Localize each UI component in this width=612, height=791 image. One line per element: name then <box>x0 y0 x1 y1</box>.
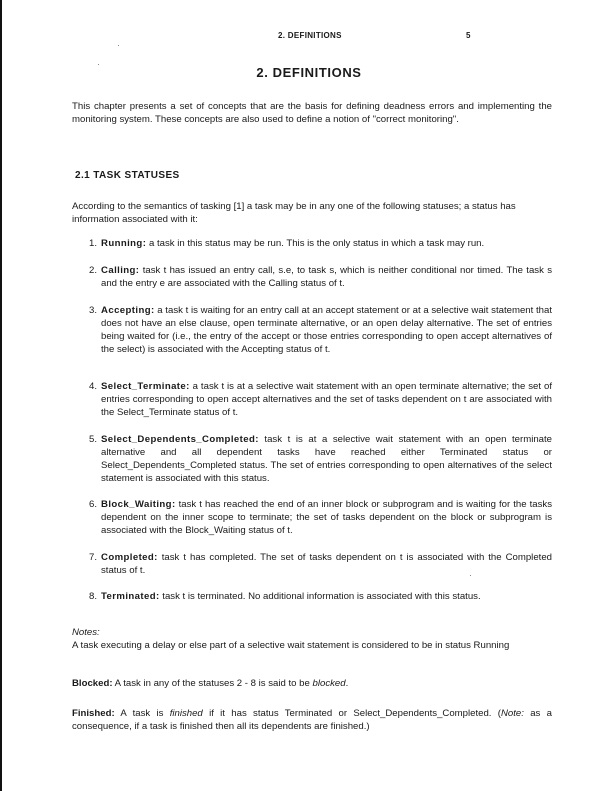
blocked-text: A task in any of the statuses 2 - 8 is said to be <box>112 678 313 689</box>
scan-speck <box>470 575 471 576</box>
blocked-term: Blocked: <box>72 678 113 689</box>
blocked-definition <box>72 677 552 690</box>
page-edge-border <box>0 0 2 791</box>
finished-term: Finished: <box>72 708 115 719</box>
item-number: 6. <box>89 499 98 510</box>
chapter-title: 2. DEFINITIONS <box>256 65 362 80</box>
item-number: 1. <box>89 238 98 249</box>
item-number: 2. <box>89 265 98 276</box>
status-description: a task in this status may be run. This is the only status in which a task may run. <box>146 238 485 249</box>
scan-speck <box>118 45 119 46</box>
status-description: task t is at a selective wait statement with an open terminate alternative and all dependent tasks have reached either Terminated status or Select_Dependents_Completed status. The set of entries corresponding to open alternatives of the select statement is associated with this status. <box>101 434 552 484</box>
status-item-select-dependents-completed <box>89 433 552 485</box>
status-term: Calling: <box>101 265 140 276</box>
finished-emphasis: finished <box>169 708 203 719</box>
notes-block <box>72 626 552 652</box>
item-number: 4. <box>89 381 98 392</box>
status-term: Completed: <box>101 552 158 563</box>
finished-text-end: as a consequence, if a task is finished then all its dependents are finished.) <box>72 708 552 732</box>
page-number: 5 <box>466 31 471 40</box>
section-heading: 2.1 TASK STATUSES <box>75 170 180 181</box>
item-number: 7. <box>89 552 98 563</box>
scan-speck <box>98 64 99 65</box>
notes-text: A task executing a delay or else part of a selective wait statement is considered to be in status Running <box>72 640 510 651</box>
status-item-accepting <box>89 304 552 356</box>
blocked-emphasis: blocked <box>312 678 346 689</box>
status-term: Running: <box>101 238 147 249</box>
status-item-completed <box>89 551 552 577</box>
status-item-terminated <box>89 590 552 603</box>
finished-definition <box>72 707 552 733</box>
status-item-running <box>89 237 552 250</box>
section-lead-paragraph: According to the semantics of tasking [1] a task may be in any one of the following statuses; a status has information associated with it: <box>72 201 516 225</box>
status-term: Terminated: <box>101 591 160 602</box>
item-number: 5. <box>89 434 98 445</box>
status-term: Select_Terminate: <box>101 381 190 392</box>
status-description: a task t is waiting for an entry call at an accept statement or at a selective wait statement that does not have an else clause, open terminate alternative, or an open delay alternative. The set of entries being waited for (i.e., the entry of the accept or those entries corresponding to open accept alternatives of the select) is associated with the Accepting status of t. <box>101 305 552 355</box>
finished-text-mid: if it has status Terminated or Select_Dependents_Completed. ( <box>202 708 501 719</box>
status-description: task t has reached the end of an inner block or subprogram and is waiting for the tasks dependent on the inner scope to terminate; the set of tasks dependent on the block or subprogram is associated with the Block_Waiting status of t. <box>101 499 552 536</box>
finished-note-label: Note: <box>500 708 524 719</box>
status-term: Select_Dependents_Completed: <box>101 434 259 445</box>
notes-label: Notes: <box>72 627 100 638</box>
status-item-calling <box>89 264 552 290</box>
finished-text: A task is <box>114 708 170 719</box>
status-description: a task t is at a selective wait statement with an open terminate alternative; the set of entries corresponding to open accept alternatives and the set of tasks dependent on t are associated with the Select_Terminate status of t. <box>101 381 552 418</box>
status-item-block-waiting <box>89 498 552 537</box>
status-description: task t has completed. The set of tasks dependent on t is associated with the Completed status of t. <box>101 552 552 576</box>
running-head-title: 2. DEFINITIONS <box>278 31 342 40</box>
status-term: Accepting: <box>101 305 155 316</box>
blocked-text-end: . <box>345 678 349 689</box>
item-number: 8. <box>89 591 98 602</box>
status-term: Block_Waiting: <box>101 499 176 510</box>
status-item-select-terminate <box>89 380 552 419</box>
item-number: 3. <box>89 305 98 316</box>
intro-paragraph: This chapter presents a set of concepts that are the basis for defining deadness errors and implementing the monitoring system. These concepts are also used to define a notion of "correct monitoring". <box>72 101 552 125</box>
status-description: task t is terminated. No additional information is associated with this status. <box>159 591 481 602</box>
status-description: task t has issued an entry call, s.e, to task s, which is neither conditional nor timed. The task s and the entry e are associated with the Calling status of t. <box>101 265 552 289</box>
